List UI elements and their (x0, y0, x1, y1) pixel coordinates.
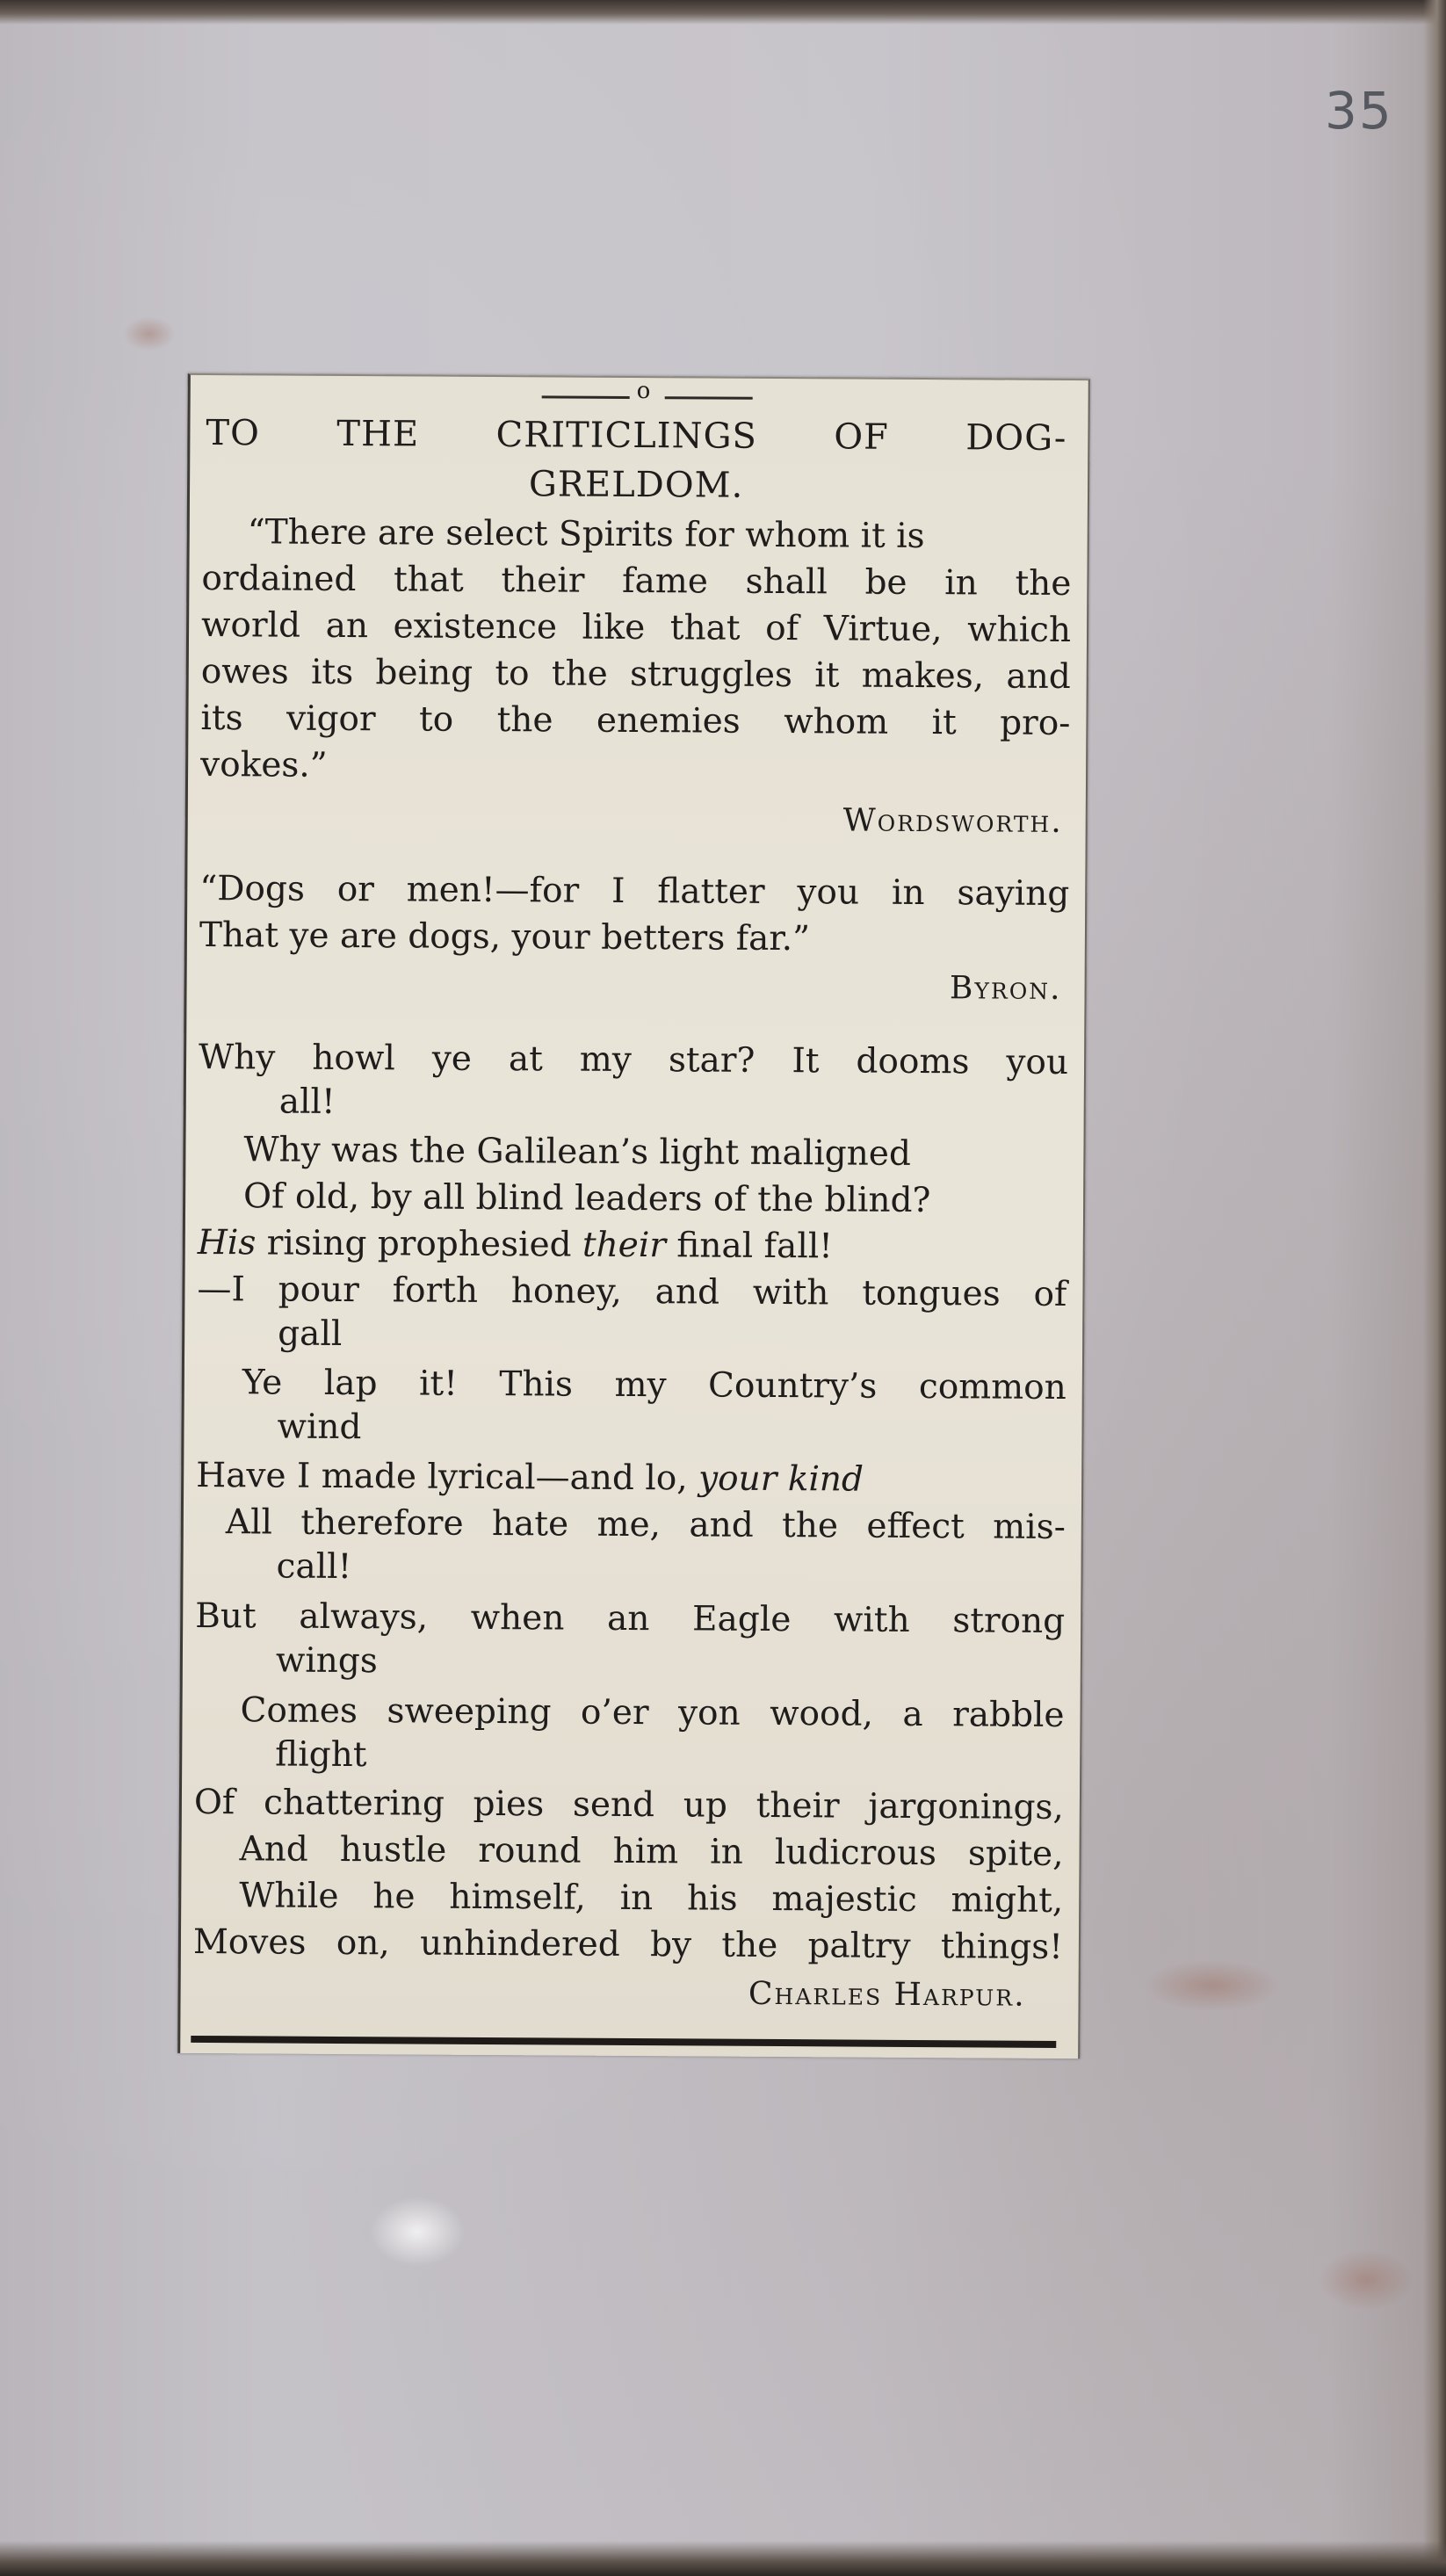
poem-line (198, 1219, 1067, 1271)
poem-line: Why howl ye at my star? It dooms you (198, 1037, 1069, 1083)
poem-text: final fall! (665, 1226, 834, 1267)
title-word: CRITICLINGS (495, 415, 758, 457)
title-line-1 (206, 409, 1066, 463)
poem-emphasis: your kind (698, 1458, 864, 1500)
ornament-rule-right (665, 396, 753, 400)
foxing-stain (1142, 1959, 1283, 2012)
title-word: THE (336, 413, 420, 455)
title-word: OF (834, 416, 889, 458)
poem-emphasis: their (582, 1225, 667, 1266)
epigraph-line: “There are select Spirits for whom it is (247, 512, 925, 557)
poem-line: Moves on, unhindered by the paltry things! (192, 1921, 1064, 1967)
epigraph-line: “Dogs or men!—for I flatter you in saying (199, 868, 1070, 915)
poem-line-continuation: flight (275, 1734, 367, 1776)
poem-line: But always, when an Eagle with strong (195, 1596, 1066, 1642)
poem-line: —I pour forth honey, and with tongues of (197, 1269, 1067, 1315)
epigraph-line: ordained that their fame shall be in the (201, 558, 1072, 604)
epigraph-line: vokes.” (199, 744, 328, 785)
poem-line (196, 1452, 1066, 1504)
foxing-stain (123, 316, 176, 351)
page-bottom-edge (0, 2541, 1446, 2576)
epigraph-line: owes its being to the struggles it makes, and (200, 651, 1071, 698)
poem-line: While he himself, in his majestic might, (239, 1876, 1064, 1921)
epigraph-line: That ye are dogs, your betters far.” (199, 915, 811, 959)
epigraph-line: world an existence like that of Virtue, which (200, 604, 1072, 651)
epigraph-author: Wordsworth. (842, 802, 1063, 840)
poem-line-continuation: gall (278, 1313, 343, 1354)
epigraph-author: Byron. (949, 970, 1062, 1007)
poem-emphasis: His (197, 1222, 257, 1263)
ornament-glyph: o (636, 378, 651, 405)
page-number: 35 (1325, 81, 1393, 141)
poem-line-continuation: wings (275, 1640, 378, 1682)
poem-line-continuation: call! (276, 1546, 352, 1588)
poem-line: Of old, by all blind leaders of the blind? (242, 1176, 931, 1221)
page-top-edge (0, 0, 1446, 25)
title-ornament (542, 378, 753, 408)
poem-line-continuation: wind (277, 1407, 362, 1448)
bottom-rule (191, 2036, 1056, 2048)
title-word: TO (206, 413, 261, 454)
page-right-edge (1423, 0, 1446, 2576)
newspaper-clipping (177, 373, 1090, 2059)
poem-text: Have I made lyrical—and lo, (196, 1455, 699, 1499)
epigraph-line: its vigor to the enemies whom it pro- (200, 698, 1071, 744)
poem-text: rising prophesied (256, 1223, 583, 1265)
poem-line: And hustle round him in ludicrous spite, (239, 1829, 1064, 1875)
poem-line: Comes sweeping o’er yon wood, a rabble (240, 1690, 1065, 1736)
foxing-stain (1318, 2249, 1414, 2311)
poem-title (206, 409, 1067, 512)
paper-speck (369, 2196, 466, 2267)
poem-line: Of chattering pies send up their jargonings, (193, 1782, 1065, 1828)
title-word: DOG- (965, 417, 1067, 459)
poem-line: Why was the Galilean’s light maligned (243, 1130, 912, 1174)
poem-line: Ye lap it! This my Country’s common (242, 1363, 1066, 1408)
poem-line: All therefore hate me, and the effect mis- (225, 1502, 1066, 1548)
ornament-rule-left (542, 395, 630, 399)
title-line-2: GRELDOM. (528, 464, 744, 506)
poem-signature: Charles Harpur. (748, 1975, 1026, 2014)
poem-line-continuation: all! (278, 1082, 336, 1122)
